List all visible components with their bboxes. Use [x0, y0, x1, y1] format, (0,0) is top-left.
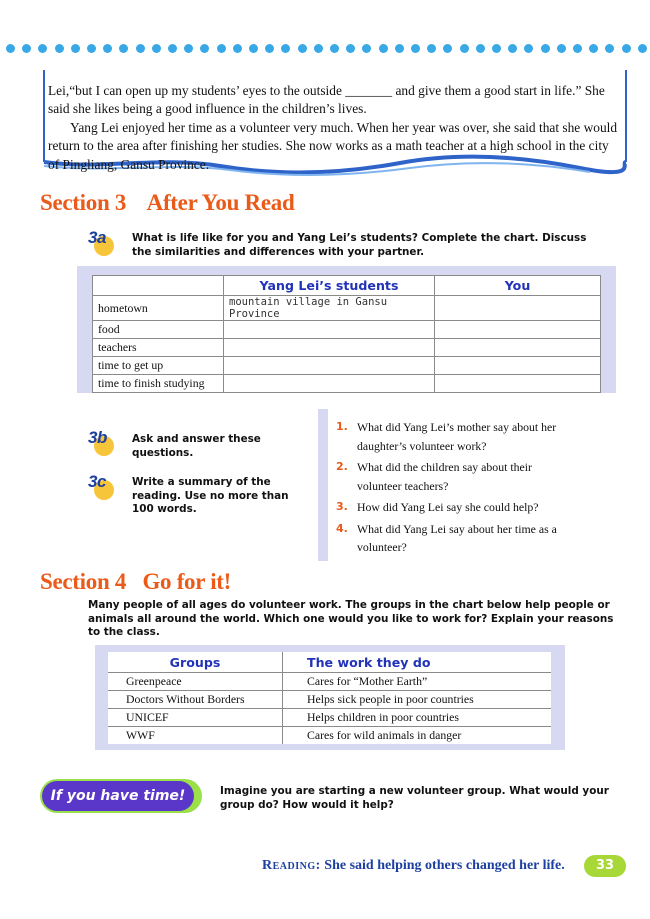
chart-cell-students[interactable]: mountain village in Gansu Province	[224, 296, 435, 321]
decorative-dot	[362, 44, 371, 53]
footer-text: She said helping others changed her life.	[324, 858, 565, 873]
chart-row	[93, 357, 601, 375]
decorative-dot	[460, 44, 469, 53]
badge-3c: 3c	[88, 472, 114, 498]
group-name: WWF	[108, 727, 283, 745]
question-item	[336, 498, 576, 517]
reading-paragraph-1: Lei,“but I can open up my students’ eyes to the outside _______ and give them a good start in life.” She said she likes being a good influence in the children’s lives.	[48, 83, 605, 117]
group-name: UNICEF	[108, 709, 283, 727]
group-work: Cares for wild animals in danger	[307, 728, 462, 742]
question-text: How did Yang Lei say she could help?	[357, 500, 539, 514]
groups-header-groups: Groups	[108, 652, 283, 673]
decorative-dot	[622, 44, 631, 53]
section-4-instruction: Many people of all ages do volunteer work. The groups in the chart below help people or animals all around the world. Which one would you like to work for? Explain your reasons to the class.	[88, 599, 614, 639]
question-item	[336, 458, 576, 495]
decorative-dot	[71, 44, 80, 53]
chart-header-row	[93, 276, 601, 296]
decorative-dot	[103, 44, 112, 53]
decorative-dot	[605, 44, 614, 53]
chart-row-label: time to get up	[93, 357, 224, 375]
instruction-3a: What is life like for you and Yang Lei’s students? Complete the chart. Discuss the similarities and differences with your partner.	[132, 232, 587, 258]
decorative-dot	[443, 44, 452, 53]
decorative-dot	[200, 44, 209, 53]
chart-cell-students[interactable]	[224, 375, 435, 393]
chart-header-students: Yang Lei’s students	[224, 276, 435, 296]
chart-cell-you[interactable]	[435, 357, 601, 375]
decorative-dot	[38, 44, 47, 53]
groups-row	[108, 673, 551, 691]
groups-row	[108, 709, 551, 727]
chart-cell-you[interactable]	[435, 321, 601, 339]
reading-passage	[48, 82, 620, 174]
decorative-dot	[298, 44, 307, 53]
question-text: What did the children say about their volunteer teachers?	[357, 460, 532, 493]
question-number: 2.	[336, 460, 348, 473]
group-name: Doctors Without Borders	[108, 691, 283, 709]
section-3-title: Section 3 After You Read	[40, 190, 295, 215]
chart-cell-you[interactable]	[435, 296, 601, 321]
decorative-dot	[168, 44, 177, 53]
decorative-dot	[119, 44, 128, 53]
reading-paragraph-2: Yang Lei enjoyed her time as a volunteer very much. When her year was over, she said that she would return to the area after finishing her studies. She now works as a math teacher at a high school in the city of Pingliang, Gansu Province.	[48, 119, 618, 172]
decorative-dot	[55, 44, 64, 53]
question-text: What did Yang Lei’s mother say about her daughter’s volunteer work?	[357, 420, 557, 453]
chart-row-label: time to finish studying	[93, 375, 224, 393]
extra-instruction: Imagine you are starting a new volunteer group. What would your group do? How would it help?	[220, 785, 609, 811]
chart-header-blank	[93, 276, 224, 296]
decorative-dot	[265, 44, 274, 53]
question-number: 3.	[336, 500, 348, 513]
decorative-dot	[508, 44, 517, 53]
instruction-3c: Write a summary of the reading. Use no more than 100 words.	[132, 476, 289, 516]
decorative-dot	[136, 44, 145, 53]
decorative-dot	[184, 44, 193, 53]
decorative-dot	[379, 44, 388, 53]
questions-list	[336, 418, 576, 560]
question-number: 1.	[336, 420, 348, 433]
instruction-3b: Ask and answer these questions.	[132, 433, 261, 459]
decorative-dot	[524, 44, 533, 53]
decorative-dot	[6, 44, 15, 53]
decorative-dot	[346, 44, 355, 53]
chart-cell-you[interactable]	[435, 339, 601, 357]
if-you-have-time-badge: If you have time!	[40, 779, 202, 813]
chart-cell-students[interactable]	[224, 339, 435, 357]
chart-cell-you[interactable]	[435, 375, 601, 393]
chart-cell-students[interactable]	[224, 321, 435, 339]
footer-label: Reading:	[262, 858, 321, 873]
badge-3a: 3a	[88, 228, 114, 254]
chart-cell-students[interactable]	[224, 357, 435, 375]
chart-row	[93, 339, 601, 357]
page-number: 33	[584, 855, 626, 877]
comparison-chart	[92, 275, 601, 393]
decorative-dot	[541, 44, 550, 53]
decorative-dot	[152, 44, 161, 53]
chart-header-you: You	[435, 276, 601, 296]
chart-row-label: teachers	[93, 339, 224, 357]
question-number: 4.	[336, 521, 348, 535]
groups-row	[108, 691, 551, 709]
decorative-dot	[330, 44, 339, 53]
decorative-dot	[427, 44, 436, 53]
group-work: Cares for “Mother Earth”	[283, 673, 552, 691]
decorative-dot	[314, 44, 323, 53]
section-4-title: Section 4 Go for it!	[40, 569, 232, 594]
decorative-dot	[589, 44, 598, 53]
decorative-dot	[233, 44, 242, 53]
groups-row	[108, 727, 551, 745]
decorative-dot	[22, 44, 31, 53]
page-footer	[262, 858, 565, 874]
chart-row	[93, 321, 601, 339]
question-item	[336, 418, 576, 455]
badge-3b: 3b	[88, 428, 114, 454]
group-name: Greenpeace	[108, 673, 283, 691]
chart-row	[93, 296, 601, 321]
decorative-dot	[557, 44, 566, 53]
chart-row-label: hometown	[93, 296, 224, 321]
decorative-dot	[217, 44, 226, 53]
decorative-dot	[395, 44, 404, 53]
question-item	[336, 520, 576, 557]
decorative-dot	[249, 44, 258, 53]
question-text: What did Yang Lei say about her time as a volunteer?	[357, 521, 557, 554]
group-work: Helps children in poor countries	[283, 709, 552, 727]
chart-row	[93, 375, 601, 393]
decorative-dot	[476, 44, 485, 53]
groups-header-row	[108, 652, 551, 673]
decorative-dot	[492, 44, 501, 53]
group-work: Helps sick people in poor countries	[283, 691, 552, 709]
decorative-dot	[411, 44, 420, 53]
decorative-dot	[638, 44, 647, 53]
decorative-dot	[573, 44, 582, 53]
chart-row-label: food	[93, 321, 224, 339]
groups-header-work: The work they do	[283, 652, 552, 673]
decorative-dot	[87, 44, 96, 53]
decorative-dot-line	[0, 44, 650, 58]
groups-table	[108, 652, 551, 744]
decorative-dot	[281, 44, 290, 53]
